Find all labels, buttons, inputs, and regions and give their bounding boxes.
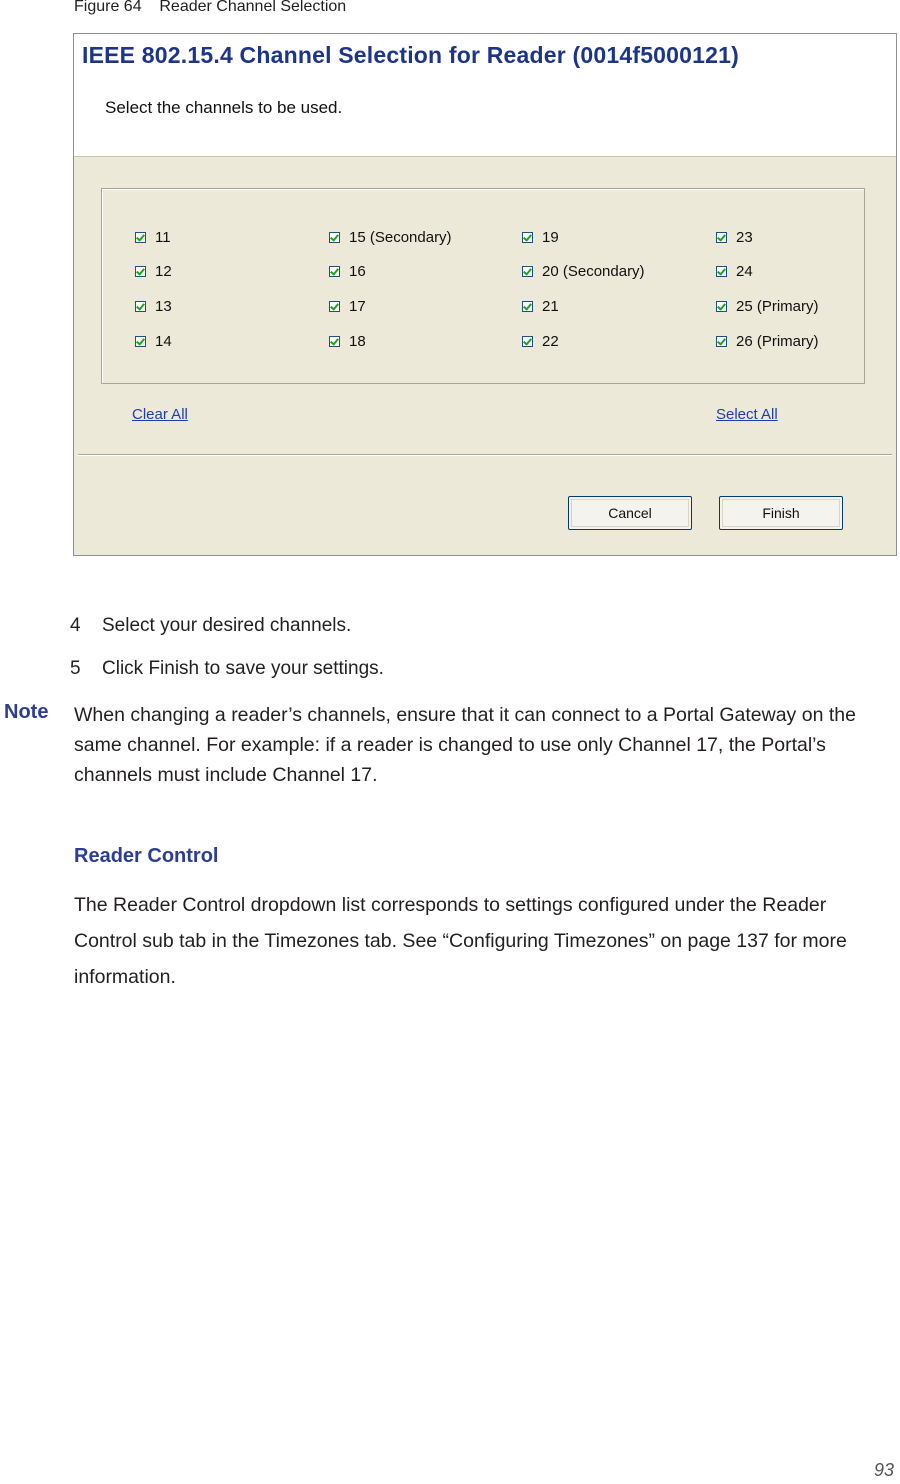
channel-checkbox-23[interactable] <box>716 229 753 246</box>
channel-checkbox-15[interactable] <box>329 229 452 246</box>
checkbox-checked-icon[interactable] <box>329 301 340 312</box>
section-heading: Reader Control <box>74 845 219 867</box>
select-all-link[interactable]: Select All <box>716 406 778 423</box>
channel-checkbox-16[interactable] <box>329 263 366 280</box>
channel-checkbox-17[interactable] <box>329 298 366 315</box>
checkbox-checked-icon[interactable] <box>135 266 146 277</box>
channel-label: 24 <box>736 263 753 280</box>
checkbox-checked-icon[interactable] <box>135 301 146 312</box>
channel-label: 15 (Secondary) <box>349 229 452 246</box>
channel-label: 17 <box>349 298 366 315</box>
finish-button[interactable] <box>719 496 843 530</box>
section-body: The Reader Control dropdown list corresponds to settings configured under the Reader Control sub tab in the Timezones tab. See “Configuring Timezones” on page 137 for more information. <box>74 894 847 988</box>
channel-checkbox-20[interactable] <box>522 263 645 280</box>
channel-checkbox-24[interactable] <box>716 263 753 280</box>
checkbox-checked-icon[interactable] <box>329 336 340 347</box>
checkbox-checked-icon[interactable] <box>716 301 727 312</box>
cancel-button[interactable] <box>568 496 692 530</box>
channel-label: 22 <box>542 333 559 350</box>
channel-checkbox-22[interactable] <box>522 333 559 350</box>
checkbox-checked-icon[interactable] <box>135 232 146 243</box>
page-number: 93 <box>873 1460 894 1480</box>
channel-label: 13 <box>155 298 172 315</box>
channel-label: 20 (Secondary) <box>542 263 645 280</box>
channel-checkbox-18[interactable] <box>329 333 366 350</box>
clear-all-link[interactable]: Clear All <box>132 406 188 423</box>
channel-label: 23 <box>736 229 753 246</box>
channel-checkbox-26[interactable] <box>716 333 819 350</box>
step-text: Click Finish to save your settings. <box>102 658 384 679</box>
checkbox-checked-icon[interactable] <box>716 266 727 277</box>
checkbox-checked-icon[interactable] <box>716 336 727 347</box>
checkbox-checked-icon[interactable] <box>329 232 340 243</box>
channel-label: 16 <box>349 263 366 280</box>
channel-label: 26 (Primary) <box>736 333 819 350</box>
channel-label: 25 (Primary) <box>736 298 819 315</box>
dialog-header <box>74 34 896 157</box>
channel-checkbox-11[interactable] <box>135 229 171 246</box>
checkbox-checked-icon[interactable] <box>135 336 146 347</box>
channel-label: 19 <box>542 229 559 246</box>
channel-checkbox-21[interactable] <box>522 298 559 315</box>
channel-label: 21 <box>542 298 559 315</box>
note-label: Note <box>4 701 49 723</box>
checkbox-checked-icon[interactable] <box>522 336 533 347</box>
step-number: 4 <box>70 615 81 636</box>
step-text: Select your desired channels. <box>102 615 352 636</box>
checkbox-checked-icon[interactable] <box>716 232 727 243</box>
checkbox-checked-icon[interactable] <box>522 232 533 243</box>
cancel-button-label: Cancel <box>608 505 652 521</box>
channel-group-box <box>101 188 865 384</box>
channel-selection-dialog <box>73 33 897 556</box>
step-number: 5 <box>70 658 81 679</box>
checkbox-checked-icon[interactable] <box>329 266 340 277</box>
channel-label: 18 <box>349 333 366 350</box>
checkbox-checked-icon[interactable] <box>522 266 533 277</box>
finish-button-label: Finish <box>762 505 800 521</box>
channel-checkbox-25[interactable] <box>716 298 819 315</box>
note-text: When changing a reader’s channels, ensure that it can connect to a Portal Gateway on the same channel. For example: if a reader is changed to use only Channel 17, the Portal’s channels must include Channel 17. <box>74 704 856 786</box>
channel-checkbox-19[interactable] <box>522 229 559 246</box>
dialog-title: IEEE 802.15.4 Channel Selection for Reader (0014f5000121) <box>82 42 739 68</box>
channel-checkbox-14[interactable] <box>135 333 172 350</box>
dialog-separator <box>78 454 892 456</box>
channel-checkbox-13[interactable] <box>135 298 172 315</box>
channel-label: 11 <box>155 229 171 246</box>
channel-checkbox-12[interactable] <box>135 263 172 280</box>
figure-caption: Figure 64 Reader Channel Selection <box>74 0 347 15</box>
dialog-subtitle: Select the channels to be used. <box>105 98 343 117</box>
checkbox-checked-icon[interactable] <box>522 301 533 312</box>
channel-label: 12 <box>155 263 172 280</box>
channel-label: 14 <box>155 333 172 350</box>
